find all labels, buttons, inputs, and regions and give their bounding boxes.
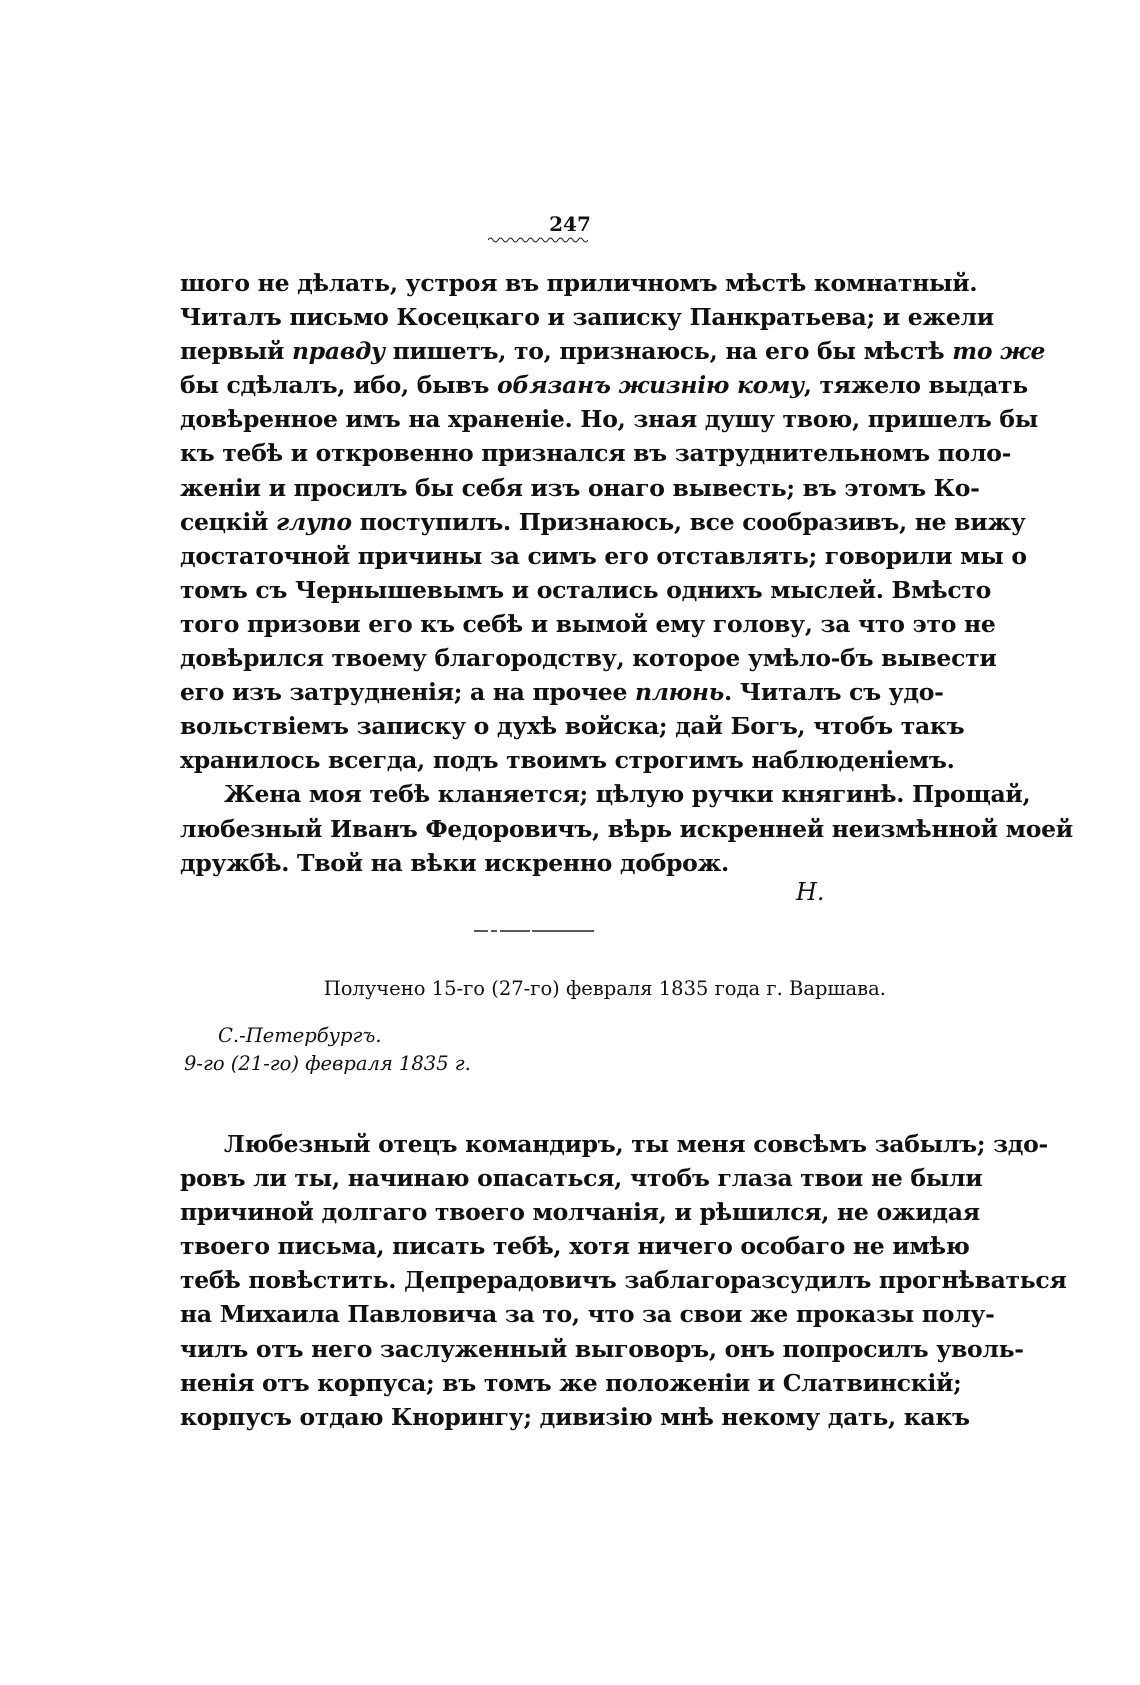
text-segment: пишетъ, то, признаюсь, на его бы мѣстѣ xyxy=(384,337,953,366)
text-line: томъ съ Чернышевымъ и остались однихъ мыслей. Вмѣсто xyxy=(180,575,992,604)
text-line: дружбѣ. Твой на вѣки искренно доброж. xyxy=(180,848,729,877)
text-line: на Михаила Павловича за то, что за свои же проказы полу- xyxy=(180,1300,995,1329)
text-line: ненія отъ корпуса; въ томъ же положеніи и Слатвинскій; xyxy=(180,1368,962,1397)
text-segment: сецкій xyxy=(180,507,277,536)
text-line xyxy=(180,505,1026,539)
text-line: довѣрился твоему благородству, которое умѣло-бъ вывести xyxy=(180,644,997,673)
emphasis-text: глупо xyxy=(276,507,352,536)
text-line: Любезный отецъ командиръ, ты меня совсѣмъ забылъ; здо- xyxy=(224,1130,1048,1158)
text-line: Читалъ письмо Косецкаго и записку Панкратьева; и ежели xyxy=(180,303,994,332)
text-line: ровъ ли ты, начинаю опасаться, чтобъ глаза твои не были xyxy=(180,1164,983,1193)
letter-place: С.-Петербургъ. xyxy=(218,1024,382,1047)
text-line: шого не дѣлать, устроя въ приличномъ мѣстѣ комнатный. xyxy=(180,269,978,297)
text-line: довѣренное имъ на храненіе. Но, зная душу твою, пришелъ бы xyxy=(180,405,1038,434)
text-line: твоего письма, писать тебѣ, хотя ничего особаго не имѣю xyxy=(180,1232,970,1261)
emphasis-text: то же xyxy=(952,337,1046,366)
text-line: хранилось всегда, подъ твоимъ строгимъ наблюденіемъ. xyxy=(180,746,955,775)
text-line xyxy=(180,334,1046,368)
letter-date: 9-го (21-го) февраля 1835 г. xyxy=(184,1052,471,1075)
text-segment: , тяжело выдать xyxy=(803,371,1028,400)
text-line: женіи и просилъ бы себя изъ онаго вывесть; въ этомъ Ко- xyxy=(180,473,980,502)
page-number: 247 xyxy=(549,212,591,236)
text-line: причиной долгаго твоего молчанія, и рѣшился, не ожидая xyxy=(180,1198,980,1227)
text-line: вольствіемъ записку о духѣ войска; дай Богъ, чтобъ такъ xyxy=(180,712,965,741)
text-line: чилъ отъ него заслуженный выговоръ, онъ попросилъ уволь- xyxy=(180,1334,1024,1363)
section-separator xyxy=(474,928,594,934)
text-segment: его изъ затрудненія; а на прочее xyxy=(180,678,635,707)
text-line: тебѣ повѣстить. Депрерадовичъ заблагоразсудилъ прогнѣваться xyxy=(180,1266,1067,1295)
text-line: того призови его къ себѣ и вымой ему голову, за что это не xyxy=(180,609,996,638)
text-line xyxy=(180,368,1028,402)
letter-1-body xyxy=(180,266,1073,880)
emphasis-text: обязанъ жизнію кому xyxy=(496,371,804,400)
text-segment: поступилъ. Признаюсь, все сообразивъ, не вижу xyxy=(351,507,1026,536)
text-line: любезный Иванъ Федоровичъ, вѣрь искренней неизмѣнной моей xyxy=(180,814,1073,843)
page-number-ornament xyxy=(488,236,588,244)
text-segment: . Читалъ съ удо- xyxy=(723,678,944,707)
letter-2-body xyxy=(180,1127,1067,1434)
text-line xyxy=(180,675,944,709)
emphasis-text: правду xyxy=(291,337,385,366)
emphasis-text: плюнь xyxy=(634,678,724,707)
received-note: Получено 15-го (27-го) февраля 1835 года г. Варшава. xyxy=(323,977,886,1000)
text-line: достаточной причины за симъ его отставлять; говорили мы о xyxy=(180,541,1027,570)
text-segment: бы сдѣлалъ, ибо, бывъ xyxy=(180,371,497,400)
text-line: корпусъ отдаю Кнорингу; дивизію мнѣ некому дать, какъ xyxy=(180,1402,970,1431)
text-line: къ тебѣ и откровенно признался въ затруднительномъ поло- xyxy=(180,439,1012,468)
signature: Н. xyxy=(796,878,825,906)
text-segment: первый xyxy=(180,337,292,366)
text-line: Жена моя тебѣ кланяется; цѣлую ручки княгинѣ. Прощай, xyxy=(224,780,1031,809)
